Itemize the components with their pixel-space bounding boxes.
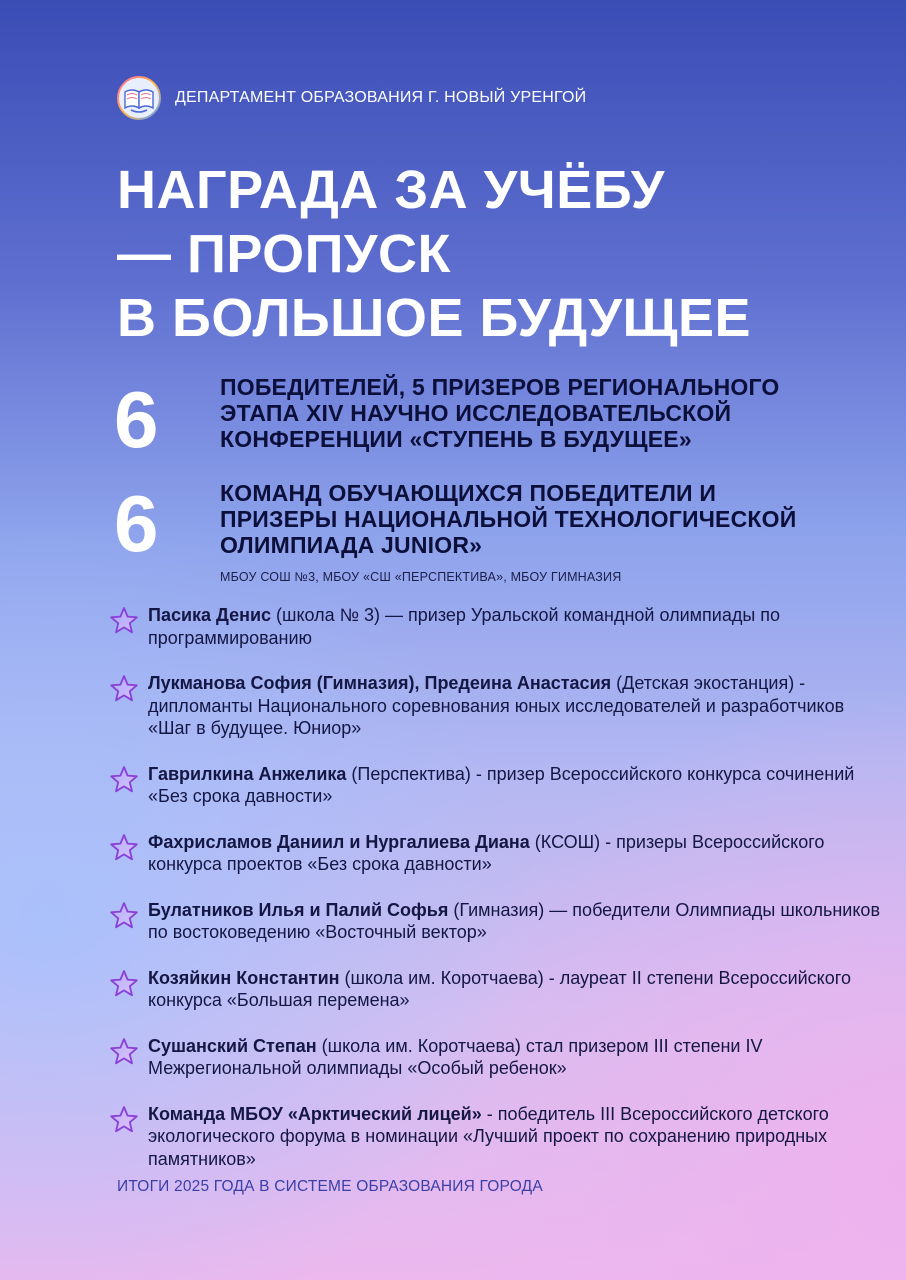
list-item <box>108 672 888 740</box>
star-icon <box>108 832 140 864</box>
achievement-detail: (школа им. Коротчаева) - лауреат II степени Всероссийского конкурса «Большая перемена» <box>148 967 851 1010</box>
star-icon <box>108 968 140 1000</box>
book-logo-icon <box>117 76 161 120</box>
achievement-text <box>148 831 888 876</box>
achievement-name: Булатников Илья и Палий Софья <box>148 899 449 920</box>
achievement-detail: (Перспектива) - призер Всероссийского конкурса сочинений «Без срока давности» <box>148 763 855 806</box>
stat-line: КОМАНД ОБУЧАЮЩИХСЯ ПОБЕДИТЕЛИ И <box>220 480 717 506</box>
footer-caption: ИТОГИ 2025 ГОДА В СИСТЕМЕ ОБРАЗОВАНИЯ ГОРОДА <box>117 1178 543 1195</box>
stat-description <box>220 374 780 460</box>
star-icon <box>108 900 140 932</box>
stat-line: ПОБЕДИТЕЛЕЙ, 5 ПРИЗЕРОВ РЕГИОНАЛЬНОГО <box>220 374 780 400</box>
achievement-detail: (Гимназия) — победители Олимпиады школьников по востоковедению «Восточный вектор» <box>148 899 881 942</box>
department-name: ДЕПАРТАМЕНТ ОБРАЗОВАНИЯ Г. НОВЫЙ УРЕНГОЙ <box>175 89 587 106</box>
achievement-detail: (КСОШ) - призеры Всероссийского конкурса проектов «Без срока давности» <box>148 831 825 874</box>
star-icon <box>108 1036 140 1068</box>
list-item <box>108 967 888 1012</box>
list-item <box>108 604 888 649</box>
achievement-name: Фахрисламов Даниил и Нургалиева Диана <box>148 831 530 852</box>
stat-description <box>220 480 796 564</box>
achievement-name: Сушанский Степан <box>148 1035 317 1056</box>
achievement-name: Козяйкин Константин <box>148 967 340 988</box>
achievement-detail: (школа им. Коротчаева) стал призером III степени IV Межрегиональной олимпиады «Особый ребенок» <box>148 1035 763 1078</box>
list-item <box>108 1103 888 1171</box>
achievement-name: Лукманова София (Гимназия), Предеина Анастасия <box>148 673 612 693</box>
stat-block-olympiad <box>114 479 797 568</box>
achievement-text <box>148 1035 888 1080</box>
achievement-text <box>148 604 888 649</box>
list-item <box>108 1035 888 1080</box>
achievement-name: Гаврилкина Анжелика <box>148 763 347 784</box>
list-item <box>108 831 888 876</box>
achievement-text <box>148 899 888 944</box>
achievement-detail: (школа № 3) — призер Уральской командной олимпиады по программированию <box>148 605 781 648</box>
achievement-text <box>148 1103 888 1171</box>
star-icon <box>108 1104 140 1136</box>
title-line: — ПРОПУСК <box>117 224 451 284</box>
achievement-name: Команда МБОУ «Арктический лицей» <box>148 1103 482 1124</box>
achievement-detail: - победитель III Всероссийского детского экологического форума в номинации «Лучший проект по сохранению природных памятников» <box>148 1103 829 1169</box>
stat-line: ОЛИМПИАДА JUNIOR» <box>220 532 483 558</box>
list-item <box>108 899 888 944</box>
title-line: НАГРАДА ЗА УЧЁБУ <box>117 160 665 220</box>
star-icon <box>108 673 140 705</box>
stat-line: КОНФЕРЕНЦИИ «СТУПЕНЬ В БУДУЩЕЕ» <box>220 426 692 452</box>
schools-note: МБОУ СОШ №3, МБОУ «СШ «ПЕРСПЕКТИВА», МБОУ ГИМНАЗИЯ <box>220 570 622 584</box>
achievements-list <box>108 604 888 1193</box>
achievement-detail: (Детская экостанция) - дипломанты Национального соревнования юных исследователей и разработчиков «Шаг в будущее. Юниор» <box>148 673 845 738</box>
achievement-text <box>148 763 888 808</box>
stat-line: ЭТАПА XIV НАУЧНО ИССЛЕДОВАТЕЛЬСКОЙ <box>220 400 732 426</box>
stat-number: 6 <box>114 479 159 568</box>
achievement-text <box>148 672 888 740</box>
stat-block-conference <box>114 374 780 464</box>
list-item <box>108 763 888 808</box>
star-icon <box>108 605 140 637</box>
star-icon <box>108 764 140 796</box>
achievement-text <box>148 967 888 1012</box>
stat-number: 6 <box>114 375 159 464</box>
achievement-name: Пасика Денис <box>148 605 272 625</box>
stat-line: ПРИЗЕРЫ НАЦИОНАЛЬНОЙ ТЕХНОЛОГИЧЕСКОЙ <box>220 506 797 532</box>
header <box>117 76 586 120</box>
page-title <box>117 158 877 350</box>
title-line: В БОЛЬШОЕ БУДУЩЕЕ <box>117 288 752 348</box>
